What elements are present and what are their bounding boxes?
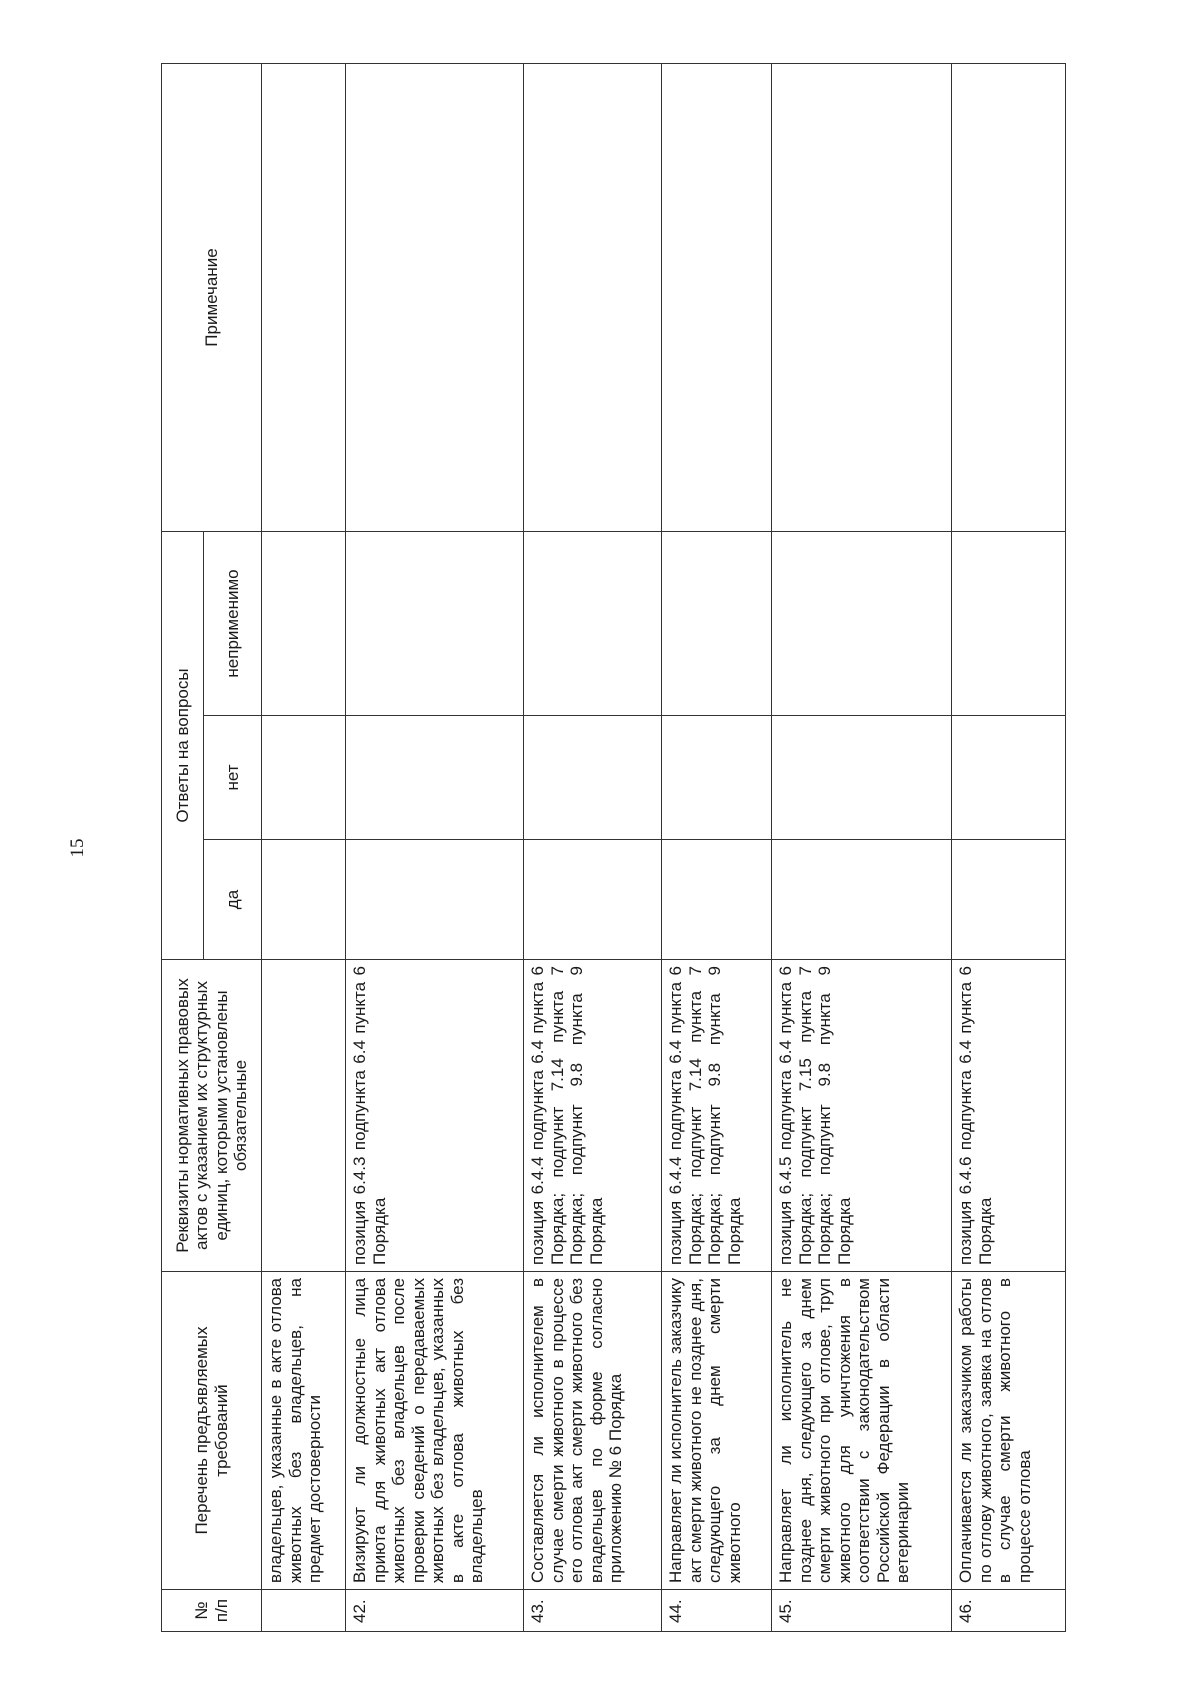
answer-na-cell[interactable] <box>346 531 524 715</box>
header-answers-group: Ответы на вопросы <box>162 531 204 959</box>
header-references: Реквизиты нормативных правовых актов с указанием их структурных единиц, которыми установлены обязательные <box>162 960 262 1272</box>
requirement-text: Оплачивается ли заказчиком работы по отлову животного, заявка на отлов в случае смерти животного в процессе отлова <box>952 1272 1066 1590</box>
page-number: 15 <box>67 838 88 858</box>
answer-no-cell[interactable] <box>262 716 346 840</box>
answer-no-cell[interactable] <box>952 716 1066 840</box>
note-cell[interactable] <box>346 63 524 531</box>
header-num: № п/п <box>162 1590 262 1632</box>
table-row <box>772 63 952 1631</box>
answer-na-cell[interactable] <box>952 531 1066 715</box>
answer-yes-cell[interactable] <box>346 840 524 960</box>
checklist-table-rotated <box>161 64 1039 1632</box>
row-number: 45. <box>772 1590 952 1632</box>
note-cell[interactable] <box>262 63 346 531</box>
requirement-text: владельцев, указанные в акте отлова животных без владельцев, на предмет достоверности <box>262 1272 346 1590</box>
header-requirements: Перечень предъявляемых требований <box>162 1272 262 1590</box>
row-number: 42. <box>346 1590 524 1632</box>
reference-text: позиция 6.4.4 подпункта 6.4 пункта 6 Порядка; подпункт 7.14 пункта 7 Порядка; подпункт 9.8 пункта 9 Порядка <box>662 960 772 1272</box>
answer-yes-cell[interactable] <box>772 840 952 960</box>
answer-no-cell[interactable] <box>346 716 524 840</box>
answer-na-cell[interactable] <box>772 531 952 715</box>
requirement-text: Составляется ли исполнителем в случае смерти животного в процессе его отлова акт смерти животного без владельцев по форме согласно приложению № 6 Порядка <box>524 1272 662 1590</box>
row-number: 43. <box>524 1590 662 1632</box>
note-cell[interactable] <box>662 63 772 531</box>
requirement-text: Визируют ли должностные лица приюта для животных акт отлова животных без владельцев после проверки сведений о передаваемых животных без владельцев, указанных в акте отлова животных без владельцев <box>346 1272 524 1590</box>
requirement-text: Направляет ли исполнитель не позднее дня, следующего за днем смерти животного при отлове, труп животного для уничтожения в соответствии с законодательством Российской Федерации в области ветеринарии <box>772 1272 952 1590</box>
answer-na-cell[interactable] <box>524 531 662 715</box>
row-number <box>262 1590 346 1632</box>
reference-text: позиция 6.4.4 подпункта 6.4 пункта 6 Порядка; подпункт 7.14 пункта 7 Порядка; подпункт 9.8 пункта 9 Порядка <box>524 960 662 1272</box>
header-yes: да <box>204 840 262 960</box>
table-row <box>262 63 346 1631</box>
requirement-text: Направляет ли исполнитель заказчику акт смерти животного не позднее дня, следующего за днем смерти животного <box>662 1272 772 1590</box>
table-row <box>346 63 524 1631</box>
header-note: Примечание <box>162 63 262 531</box>
header-no: нет <box>204 716 262 840</box>
table-row <box>524 63 662 1631</box>
answer-yes-cell[interactable] <box>262 840 346 960</box>
reference-text: позиция 6.4.6 подпункта 6.4 пункта 6 Порядка <box>952 960 1066 1272</box>
answer-yes-cell[interactable] <box>952 840 1066 960</box>
answer-no-cell[interactable] <box>524 716 662 840</box>
answer-yes-cell[interactable] <box>662 840 772 960</box>
reference-text: позиция 6.4.5 подпункта 6.4 пункта 6 Порядка; подпункт 7.15 пункта 7 Порядка; подпункт 9.8 пункта 9 Порядка <box>772 960 952 1272</box>
answer-no-cell[interactable] <box>662 716 772 840</box>
table-row <box>662 63 772 1631</box>
answer-yes-cell[interactable] <box>524 840 662 960</box>
row-number: 44. <box>662 1590 772 1632</box>
answer-na-cell[interactable] <box>662 531 772 715</box>
row-number: 46. <box>952 1590 1066 1632</box>
note-cell[interactable] <box>952 63 1066 531</box>
table-row <box>952 63 1066 1631</box>
note-cell[interactable] <box>772 63 952 531</box>
answer-no-cell[interactable] <box>772 716 952 840</box>
answer-na-cell[interactable] <box>262 531 346 715</box>
note-cell[interactable] <box>524 63 662 531</box>
header-na: неприменимо <box>204 531 262 715</box>
reference-text <box>262 960 346 1272</box>
checklist-table <box>161 63 1066 1632</box>
reference-text: позиция 6.4.3 подпункта 6.4 пункта 6 Порядка <box>346 960 524 1272</box>
